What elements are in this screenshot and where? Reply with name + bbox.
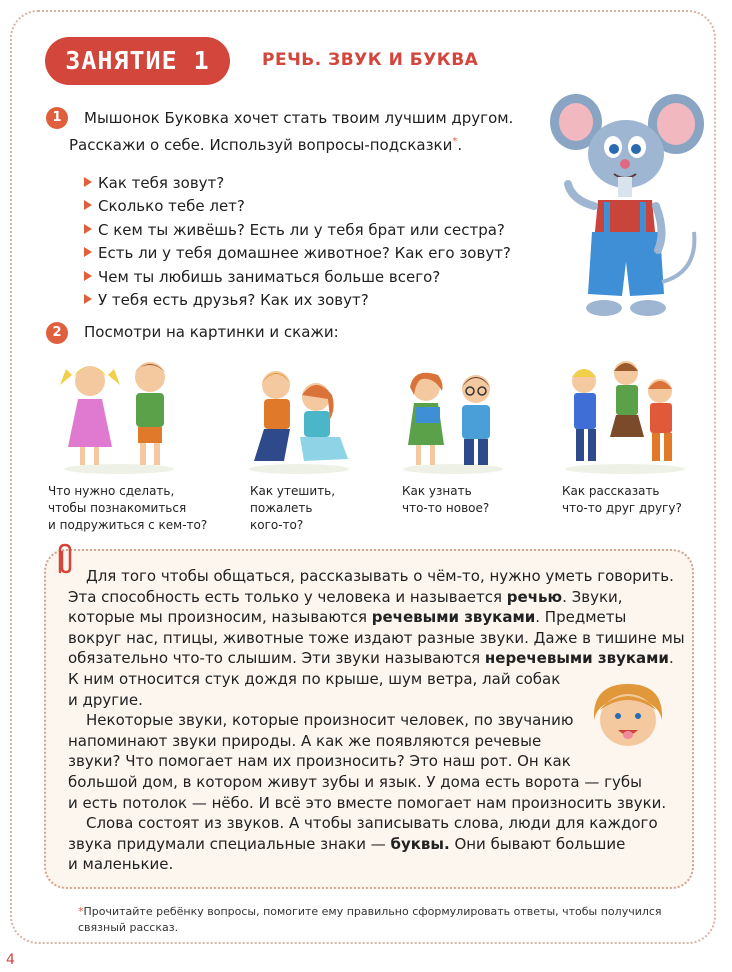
page-number: 4	[6, 952, 15, 968]
list-item: Чем ты любишь заниматься больше всего?	[84, 266, 511, 289]
lesson-title: РЕЧЬ. ЗВУК И БУКВА	[262, 50, 479, 70]
triangle-bullet-icon	[84, 247, 92, 257]
task-1-text-2: Расскажи о себе. Используй вопросы-подсказки*.	[69, 136, 463, 154]
list-item: Как тебя зовут?	[84, 172, 511, 195]
info-line: вокруг нас, птицы, животные тоже издают разные звуки. Даже в тишине мы	[68, 628, 685, 647]
task-1-line: Мышонок Буковка хочет стать твоим лучшим другом.	[84, 109, 514, 127]
kids-comforting-illustration	[244, 365, 354, 475]
info-line: напоминают звуки природы. А как же появляются речевые	[68, 731, 542, 750]
list-item: Сколько тебе лет?	[84, 195, 511, 218]
kids-reading-illustration	[398, 365, 508, 475]
mouse-illustration	[548, 82, 708, 327]
asterisk: *	[452, 136, 458, 147]
info-line: звука придумали специальные знаки — буквы. Они бывают большие	[68, 834, 626, 853]
info-line: Для того чтобы общаться, рассказывать о чём-то, нужно уметь говорить.	[86, 567, 674, 585]
info-line: звуки? Что помогает нам их произносить? Это наш рот. Он как	[68, 752, 571, 771]
info-line: обязательно что-то слышим. Эти звуки называются неречевыми звуками.	[68, 649, 674, 668]
info-line: Некоторые звуки, которые произносит человек, по звучанию	[86, 711, 574, 730]
paperclip-icon	[52, 542, 78, 576]
question-list	[84, 172, 511, 312]
picture-caption-2: Как утешить, пожалеть кого-то?	[250, 484, 336, 532]
kids-greeting-illustration	[54, 355, 184, 475]
triangle-bullet-icon	[84, 271, 92, 281]
info-line: и маленькие.	[68, 855, 174, 874]
info-line: и другие.	[68, 690, 143, 709]
kids-talking-illustration	[560, 355, 690, 475]
task-2-prompt: Посмотри на картинки и скажи:	[84, 323, 339, 341]
list-item: С кем ты живёшь? Есть ли у тебя брат или сестра?	[84, 219, 511, 242]
info-line: Слова состоят из звуков. А чтобы записывать слова, люди для каждого	[86, 814, 658, 833]
info-line: Эта способность есть только у человека и называется речью. Звуки,	[68, 587, 623, 606]
triangle-bullet-icon	[84, 200, 92, 210]
task-1-number: 1	[46, 107, 68, 129]
girl-face-illustration	[588, 680, 668, 750]
info-line: которые мы произносим, называются речевыми звуками. Предметы	[68, 608, 627, 627]
info-line: и есть потолок — нёбо. И всё это вместе помогает нам произносить звуки.	[68, 793, 667, 812]
asterisk: *	[78, 905, 84, 918]
list-item: Есть ли у тебя домашнее животное? Как его зовут?	[84, 242, 511, 265]
picture-caption-4: Как рассказать что-то друг другу?	[562, 484, 682, 515]
triangle-bullet-icon	[84, 224, 92, 234]
task-1-line: Расскажи о себе. Используй вопросы-подсказки	[69, 136, 453, 154]
picture-caption-1: Что нужно сделать, чтобы познакомиться и подружиться с кем-то?	[48, 484, 208, 532]
task-2-number: 2	[46, 322, 68, 344]
picture-caption-3: Как узнать что-то новое?	[402, 484, 490, 515]
triangle-bullet-icon	[84, 177, 92, 187]
lesson-badge: ЗАНЯТИЕ 1	[45, 37, 230, 85]
triangle-bullet-icon	[84, 294, 92, 304]
footnote: *Прочитайте ребёнку вопросы, помогите ему правильно сформулировать ответы, чтобы получился связный рассказ.	[78, 905, 662, 934]
info-line: К ним относится стук дождя по крыше, шум ветра, лай собак	[68, 670, 561, 688]
task-1-text	[84, 107, 513, 130]
info-line: большой дом, в котором живут зубы и язык. У дома есть ворота — губы	[68, 773, 642, 791]
list-item: У тебя есть друзья? Как их зовут?	[84, 289, 511, 312]
